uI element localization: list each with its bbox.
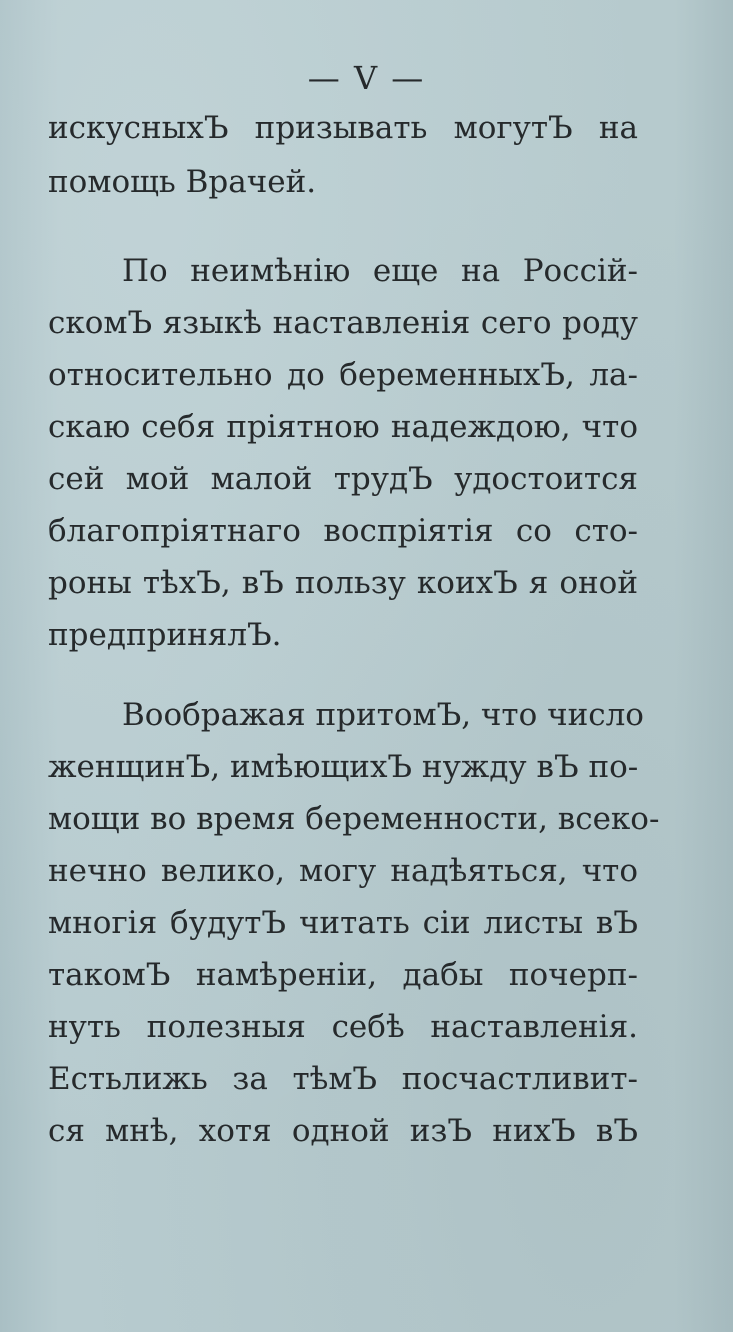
text-line: нуть полезныя себѣ наставленія. [48,1009,638,1045]
text-line: женщинЪ, имѣющихЪ нужду вЪ по- [48,749,639,785]
text-line: относительно до беременныхЪ, ла- [48,357,638,393]
text-line: роны тѣхЪ, вЪ пользу коихЪ я оной [48,565,638,601]
text-line: Воображая притомЪ, что число [122,697,644,733]
page-number-header: — V — [307,59,426,97]
text-line: мощи во время беременности, всеко- [48,801,660,837]
text-line: нечно велико, могу надѣяться, что [48,853,638,889]
text-line: искусныхЪ призывать могутЪ на [48,110,638,146]
text-line: ся мнѣ, хотя одной изЪ нихЪ вЪ [48,1113,638,1149]
text-line: По неимѣнію еще на Россій- [122,253,638,289]
text-line: многія будутЪ читать сіи листы вЪ [48,905,638,941]
text-line: благопріятнаго воспріятія со сто- [48,513,638,549]
text-line: такомЪ намѣреніи, дабы почерп- [48,957,638,993]
text-line: скаю себя пріятною надеждою, что [48,409,638,445]
text-line: скомЪ языкѣ наставленія сего роду [48,305,638,341]
text-line: помощь Врачей. [48,164,317,200]
text-line: сей мой малой трудЪ удостоится [48,461,638,497]
text-line: Естьлижь за тѣмЪ посчастливит- [48,1061,638,1097]
text-line: предпринялЪ. [48,617,282,653]
